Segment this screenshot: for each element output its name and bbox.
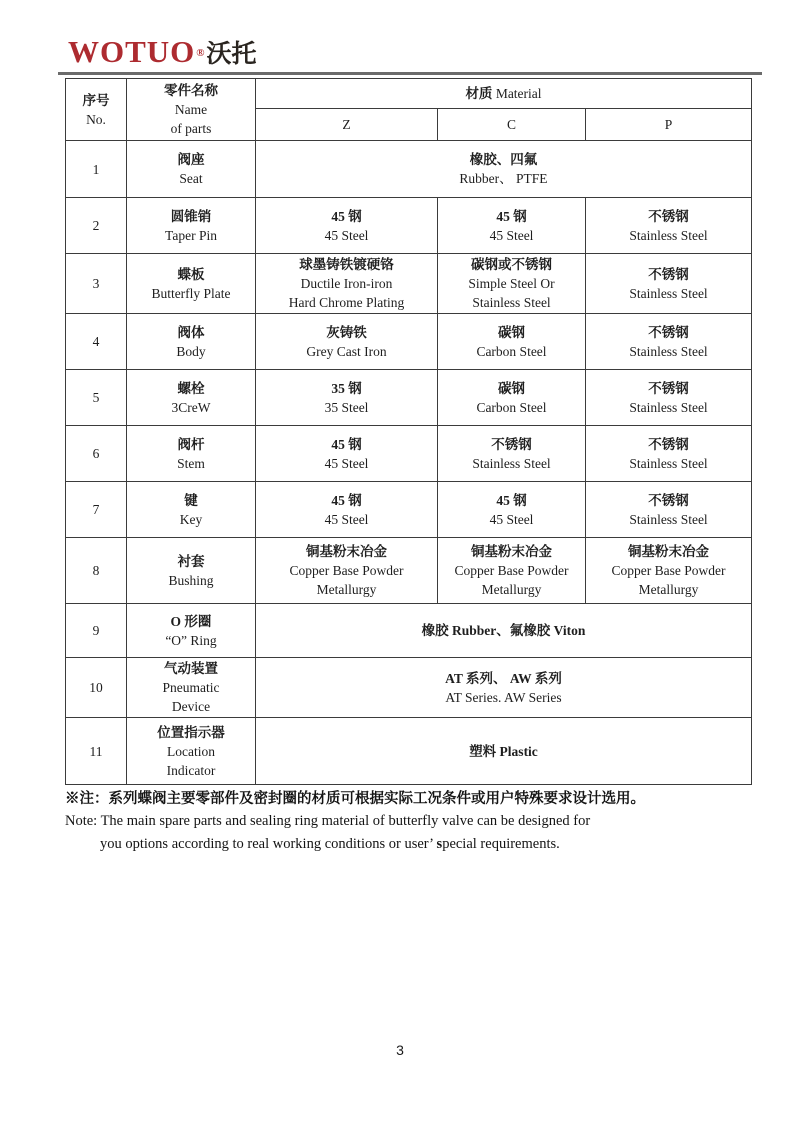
header-name-zh: 零件名称 bbox=[164, 83, 218, 98]
materials-table bbox=[65, 78, 752, 785]
row-number: 6 bbox=[66, 426, 127, 482]
note-chinese: ※注：系列蝶阀主要零部件及密封圈的材质可根据实际工况条件或用户特殊要求设计选用。 bbox=[65, 791, 645, 807]
footnotes bbox=[65, 788, 745, 856]
header-material-en: Material bbox=[495, 86, 542, 101]
material-z-cell: 45 钢 45 Steel bbox=[256, 426, 438, 482]
registered-trademark-icon: ® bbox=[196, 46, 205, 59]
header-no-zh: 序号 bbox=[82, 92, 110, 108]
header-col-z: Z bbox=[256, 109, 438, 141]
brand-logo bbox=[68, 34, 257, 70]
header-material-zh: 材质 bbox=[465, 86, 493, 101]
material-span-cell: AT 系列、 AW 系列 AT Series. AW Series bbox=[256, 658, 752, 718]
table-row bbox=[66, 482, 752, 538]
part-name-cell: 阀体 Body bbox=[127, 314, 256, 370]
header-name-en2: of parts bbox=[170, 121, 212, 136]
row-number: 7 bbox=[66, 482, 127, 538]
header-col-c: C bbox=[438, 109, 586, 141]
material-c-cell: 45 钢 45 Steel bbox=[438, 482, 586, 538]
row-number: 11 bbox=[66, 718, 127, 785]
note-english-line2: you options according to real working conditions or user’ special requirements. bbox=[100, 836, 560, 852]
table-row bbox=[66, 718, 752, 785]
material-p-cell: 不锈钢 Stainless Steel bbox=[586, 198, 752, 254]
material-p-cell: 不锈钢 Stainless Steel bbox=[586, 370, 752, 426]
table-row bbox=[66, 370, 752, 426]
header-no-en: No. bbox=[86, 111, 106, 127]
part-name-cell: 蝶板 Butterfly Plate bbox=[127, 254, 256, 314]
row-number: 4 bbox=[66, 314, 127, 370]
row-number: 8 bbox=[66, 538, 127, 604]
table-header-row-1 bbox=[66, 79, 752, 109]
material-p-cell: 铜基粉末冶金 Copper Base Powder Metallurgy bbox=[586, 538, 752, 604]
page-number: 3 bbox=[396, 1042, 404, 1058]
header-name-en1: Name bbox=[174, 102, 208, 117]
table-row bbox=[66, 604, 752, 658]
header-no-cell bbox=[66, 79, 127, 141]
material-z-cell: 35 钢 35 Steel bbox=[256, 370, 438, 426]
material-p-cell: 不锈钢 Stainless Steel bbox=[586, 254, 752, 314]
material-p-cell: 不锈钢 Stainless Steel bbox=[586, 426, 752, 482]
material-c-cell: 碳钢 Carbon Steel bbox=[438, 314, 586, 370]
material-c-cell: 不锈钢 Stainless Steel bbox=[438, 426, 586, 482]
table-row bbox=[66, 314, 752, 370]
material-p-cell: 不锈钢 Stainless Steel bbox=[586, 482, 752, 538]
part-name-cell: 圆锥销 Taper Pin bbox=[127, 198, 256, 254]
material-span-cell: 塑料 Plastic bbox=[256, 718, 752, 785]
part-name-cell: 阀座 Seat bbox=[127, 141, 256, 198]
material-span-cell: 橡胶、四氟 Rubber、 PTFE bbox=[256, 141, 752, 198]
row-number: 9 bbox=[66, 604, 127, 658]
header-divider bbox=[58, 72, 762, 75]
header-material-cell bbox=[256, 79, 752, 109]
part-name-cell: 衬套 Bushing bbox=[127, 538, 256, 604]
part-name-cell: O 形圈 “O” Ring bbox=[127, 604, 256, 658]
row-number: 1 bbox=[66, 141, 127, 198]
table-row bbox=[66, 538, 752, 604]
note-english-line1: Note: The main spare parts and sealing ring material of butterfly valve can be designed for bbox=[65, 813, 591, 829]
table-row bbox=[66, 254, 752, 314]
table-row bbox=[66, 426, 752, 482]
material-z-cell: 球墨铸铁镀硬铬 Ductile Iron-iron Hard Chrome Plating bbox=[256, 254, 438, 314]
material-c-cell: 碳钢 Carbon Steel bbox=[438, 370, 586, 426]
header-col-p: P bbox=[586, 109, 752, 141]
header-name-cell bbox=[127, 79, 256, 141]
material-z-cell: 45 钢 45 Steel bbox=[256, 198, 438, 254]
row-number: 3 bbox=[66, 254, 127, 314]
material-z-cell: 铜基粉末冶金 Copper Base Powder Metallurgy bbox=[256, 538, 438, 604]
part-name-cell: 气动装置 Pneumatic Device bbox=[127, 658, 256, 718]
brand-name-cjk: 沃托 bbox=[206, 40, 257, 68]
row-number: 5 bbox=[66, 370, 127, 426]
brand-name-latin: WOTUO bbox=[68, 34, 196, 69]
material-span-cell: 橡胶 Rubber、氟橡胶 Viton bbox=[256, 604, 752, 658]
part-name-cell: 阀杆 Stem bbox=[127, 426, 256, 482]
material-z-cell: 45 钢 45 Steel bbox=[256, 482, 438, 538]
table-row bbox=[66, 198, 752, 254]
table-row bbox=[66, 658, 752, 718]
material-c-cell: 碳钢或不锈钢 Simple Steel Or Stainless Steel bbox=[438, 254, 586, 314]
part-name-cell: 位置指示器 Location Indicator bbox=[127, 718, 256, 785]
row-number: 2 bbox=[66, 198, 127, 254]
material-c-cell: 45 钢 45 Steel bbox=[438, 198, 586, 254]
part-name-cell: 键 Key bbox=[127, 482, 256, 538]
material-z-cell: 灰铸铁 Grey Cast Iron bbox=[256, 314, 438, 370]
table-row bbox=[66, 141, 752, 198]
material-c-cell: 铜基粉末冶金 Copper Base Powder Metallurgy bbox=[438, 538, 586, 604]
material-p-cell: 不锈钢 Stainless Steel bbox=[586, 314, 752, 370]
row-number: 10 bbox=[66, 658, 127, 718]
part-name-cell: 螺栓 3CreW bbox=[127, 370, 256, 426]
